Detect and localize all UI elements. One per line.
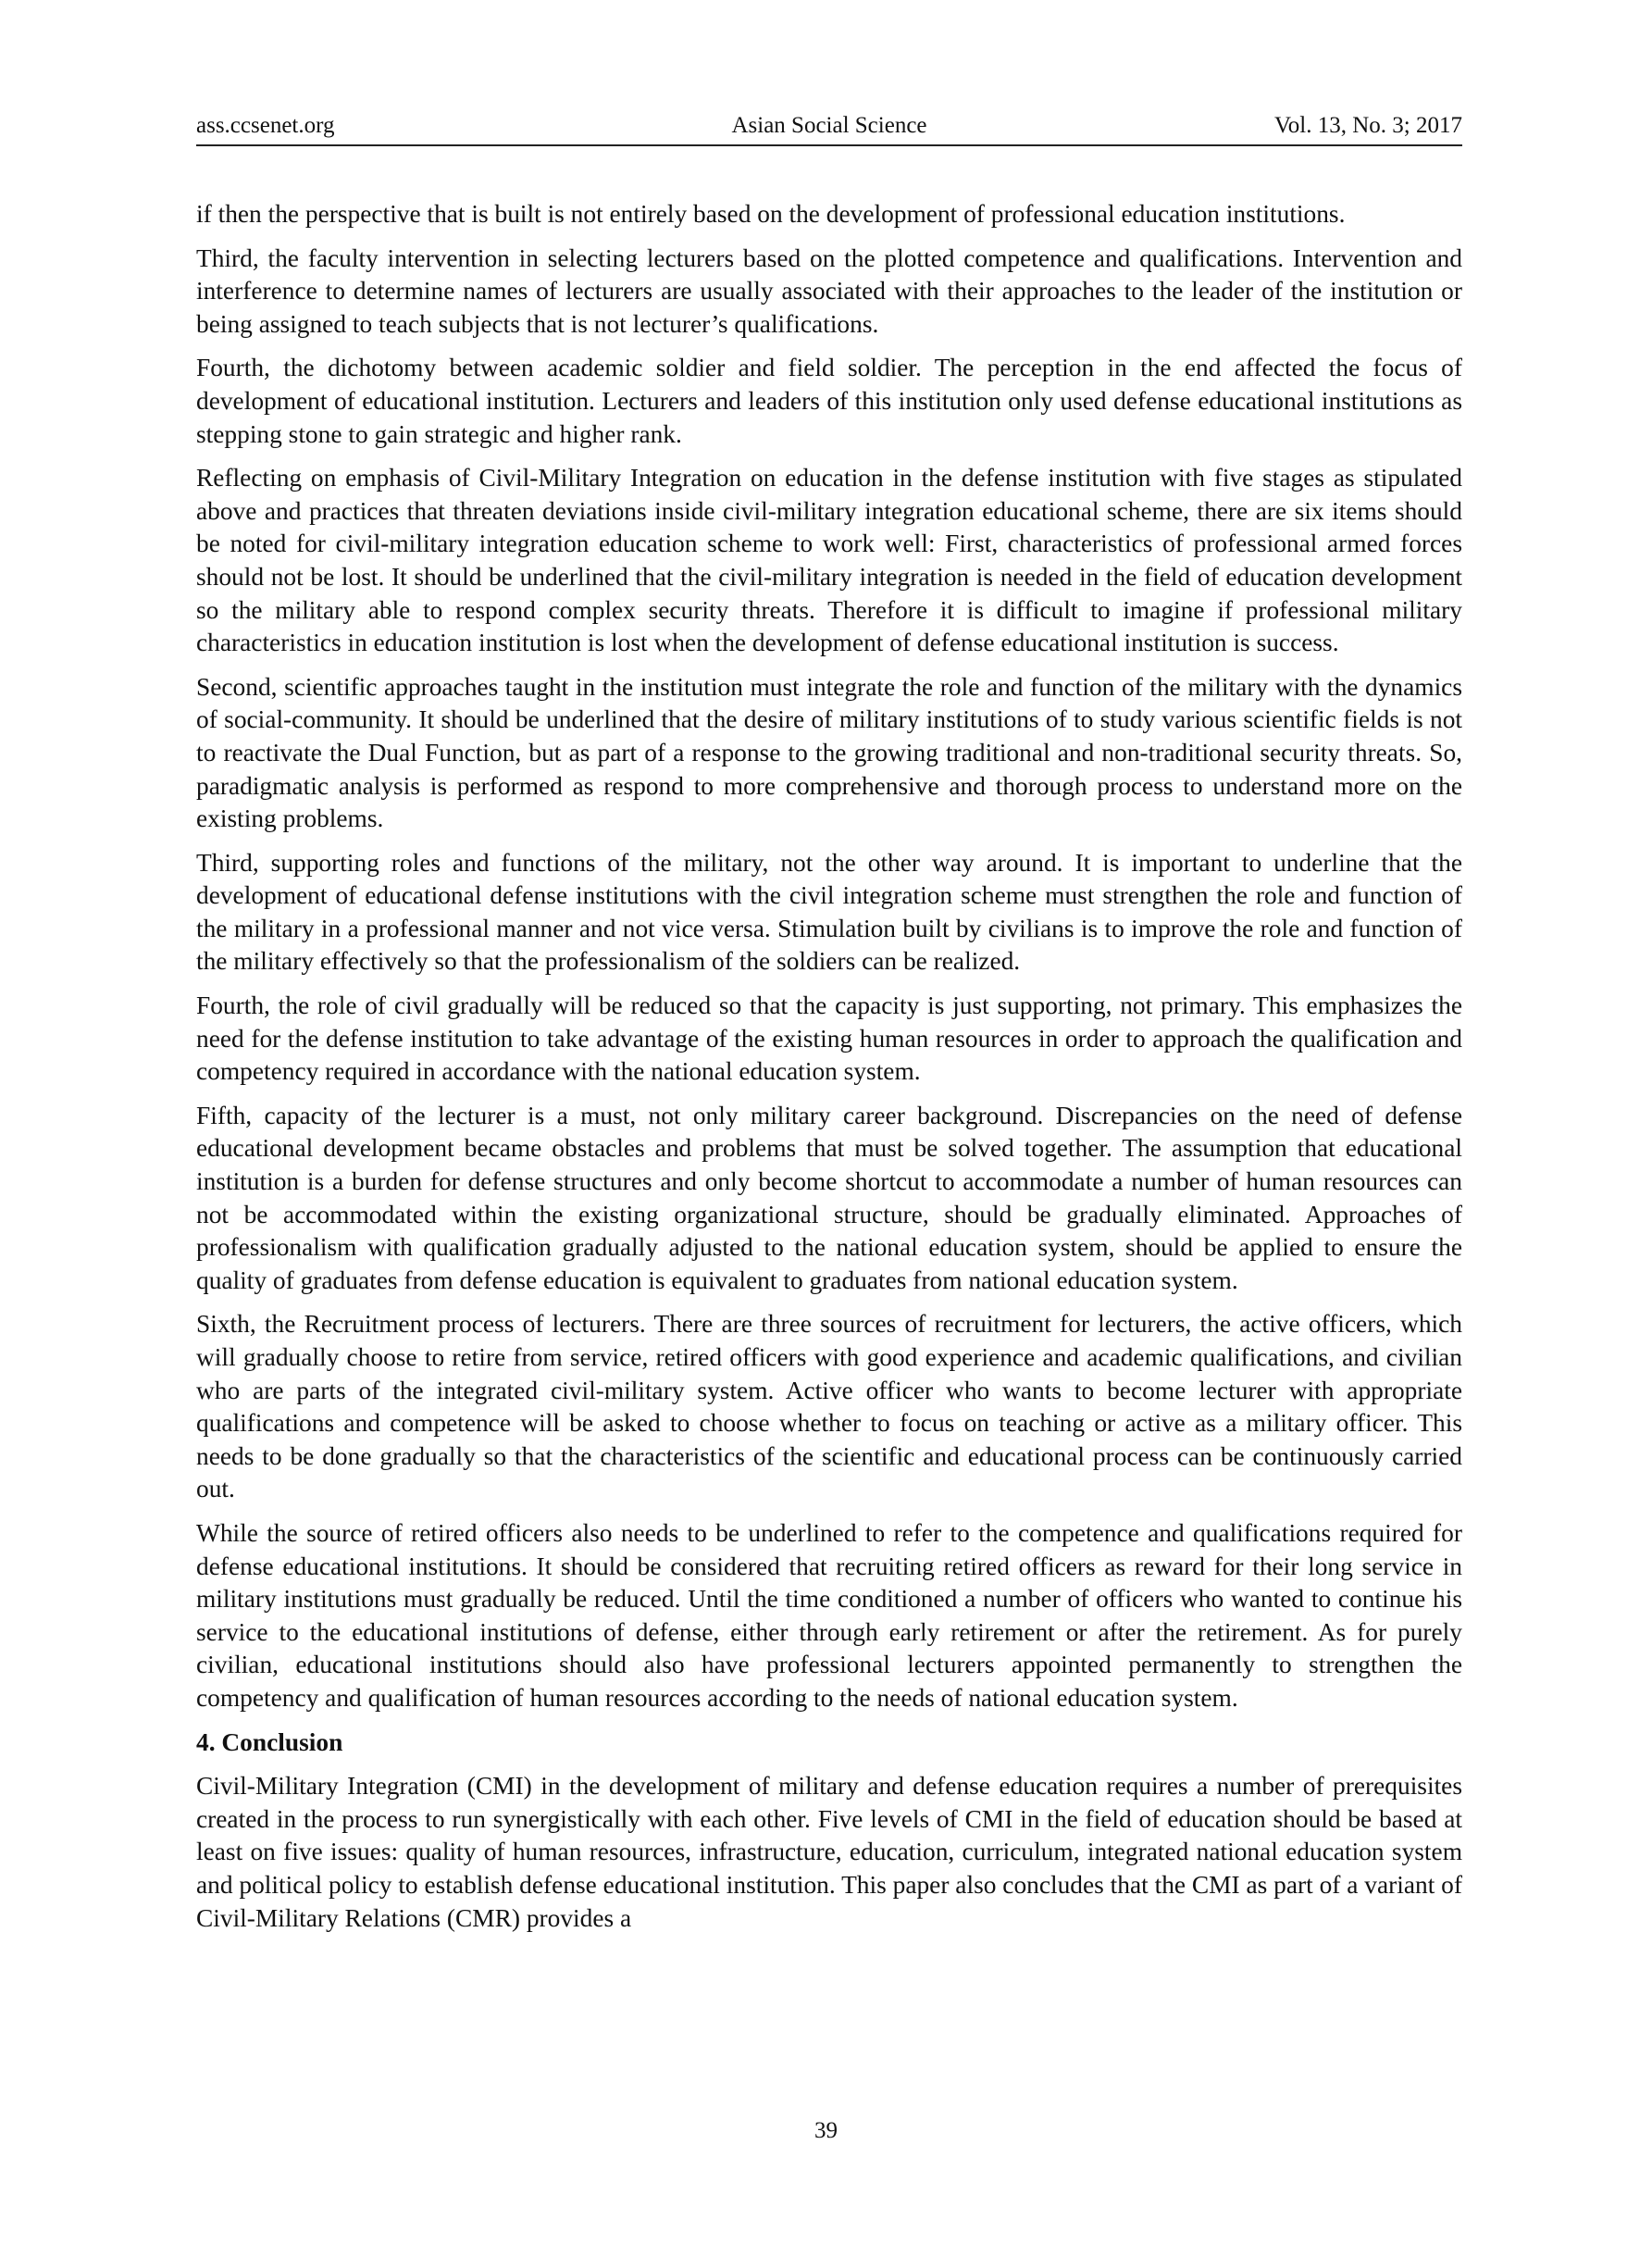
volume-issue: Vol. 13, No. 3; 2017: [1273, 113, 1462, 138]
body-paragraph: Second, scientific approaches taught in the institution must integrate the role and function of the military with the dynamics of social-community. It should be underlined that the desire of military institutions of to study various scientific fields is not to reactivate the Dual Function, but as part of a response to the growing traditional and non-traditional security threats. So, paradigmatic analysis is performed as respond to more comprehensive and thorough process to understand more on the existing problems.: [196, 672, 1462, 833]
body-paragraph: While the source of retired officers also needs to be underlined to refer to the competence and qualifications required for defense educational institutions. It should be considered that recruiting retired officers as reward for their long service in military institutions must gradually be reduced. Until the time conditioned a number of officers who wanted to continue his service to the educational institutions of defense, either through early retirement or after the retirement. As for purely civilian, educational institutions should also have professional lecturers appointed permanently to strengthen the competency and qualification of human resources according to the needs of national education system.: [196, 1518, 1462, 1712]
body-paragraph: Fourth, the role of civil gradually will be reduced so that the capacity is just supporting, not primary. This emphasizes the need for the defense institution to take advantage of the existing human resources in order to approach the qualification and competency required in accordance with the national education system.: [196, 991, 1462, 1086]
body-paragraph: if then the perspective that is built is not entirely based on the development of professional education institutions.: [196, 200, 1346, 228]
body-paragraph: Fourth, the dichotomy between academic soldier and field soldier. The perception in the end affected the focus of development of educational institution. Lecturers and leaders of this institution only used defense educational institutions as stepping stone to gain strategic and higher rank.: [196, 354, 1462, 448]
conclusion-paragraph: Civil-Military Integration (CMI) in the development of military and defense education requires a number of prerequisites created in the process to run synergistically with each other. Five levels of CMI in the field of education should be based at least on five issues: quality of human resources, infrastructure, education, curriculum, integrated national education system and political policy to establish defense educational institution. This paper also concludes that the CMI as part of a variant of Civil-Military Relations (CMR) provides a: [196, 1772, 1462, 1932]
article-body: [196, 198, 1462, 1946]
body-paragraph: Sixth, the Recruitment process of lecturers. There are three sources of recruitment for lecturers, the active officers, which will gradually choose to retire from service, retired officers with good experience and academic qualifications, and civilian who are parts of the integrated civil-military system. Active officer who wants to become lecturer with appropriate qualifications and competence will be asked to choose whether to focus on teaching or active as a military officer. This needs to be done gradually so that the characteristics of the scientific and educational process can be continuously carried out.: [196, 1310, 1462, 1503]
section-heading-conclusion: 4. Conclusion: [196, 1727, 343, 1756]
body-paragraph: Fifth, capacity of the lecturer is a must, not only military career background. Discrepancies on the need of defense educational development became obstacles and problems that must be solved together. The assumption that educational institution is a burden for defense structures and only become shortcut to accommodate a number of human resources can not be accommodated within the existing organizational structure, should be gradually eliminated. Approaches of professionalism with qualification gradually adjusted to the national education system, should be applied to ensure the quality of graduates from defense education is equivalent to graduates from national education system.: [196, 1101, 1462, 1294]
journal-title: Asian Social Science: [731, 113, 927, 138]
page-number: 39: [814, 2118, 838, 2143]
body-paragraph: Third, the faculty intervention in selecting lecturers based on the plotted competence and qualifications. Intervention and interference to determine names of lecturers are usually associated with their approaches to the leader of the institution or being assigned to teach subjects that is not lecturer’s qualifications.: [196, 243, 1462, 338]
journal-website: ass.ccsenet.org: [196, 113, 335, 138]
header-divider: [196, 144, 1462, 146]
body-paragraph: Third, supporting roles and functions of the military, not the other way around. It is important to underline that the development of educational defense institutions with the civil integration scheme must strengthen the role and function of the military in a professional manner and not vice versa. Stimulation built by civilians is to improve the role and function of the military effectively so that the professionalism of the soldiers can be realized.: [196, 848, 1462, 976]
body-paragraph: Reflecting on emphasis of Civil-Military Integration on education in the defense institution with five stages as stipulated above and practices that threaten deviations inside civil-military integration educational scheme, there are six items should be noted for civil-military integration education scheme to work well: First, characteristics of professional armed forces should not be lost. It should be underlined that the civil-military integration is needed in the field of education development so the military able to respond complex security threats. Therefore it is difficult to imagine if professional military characteristics in education institution is lost when the development of defense educational institution is success.: [196, 464, 1462, 657]
running-header: [196, 109, 1462, 143]
